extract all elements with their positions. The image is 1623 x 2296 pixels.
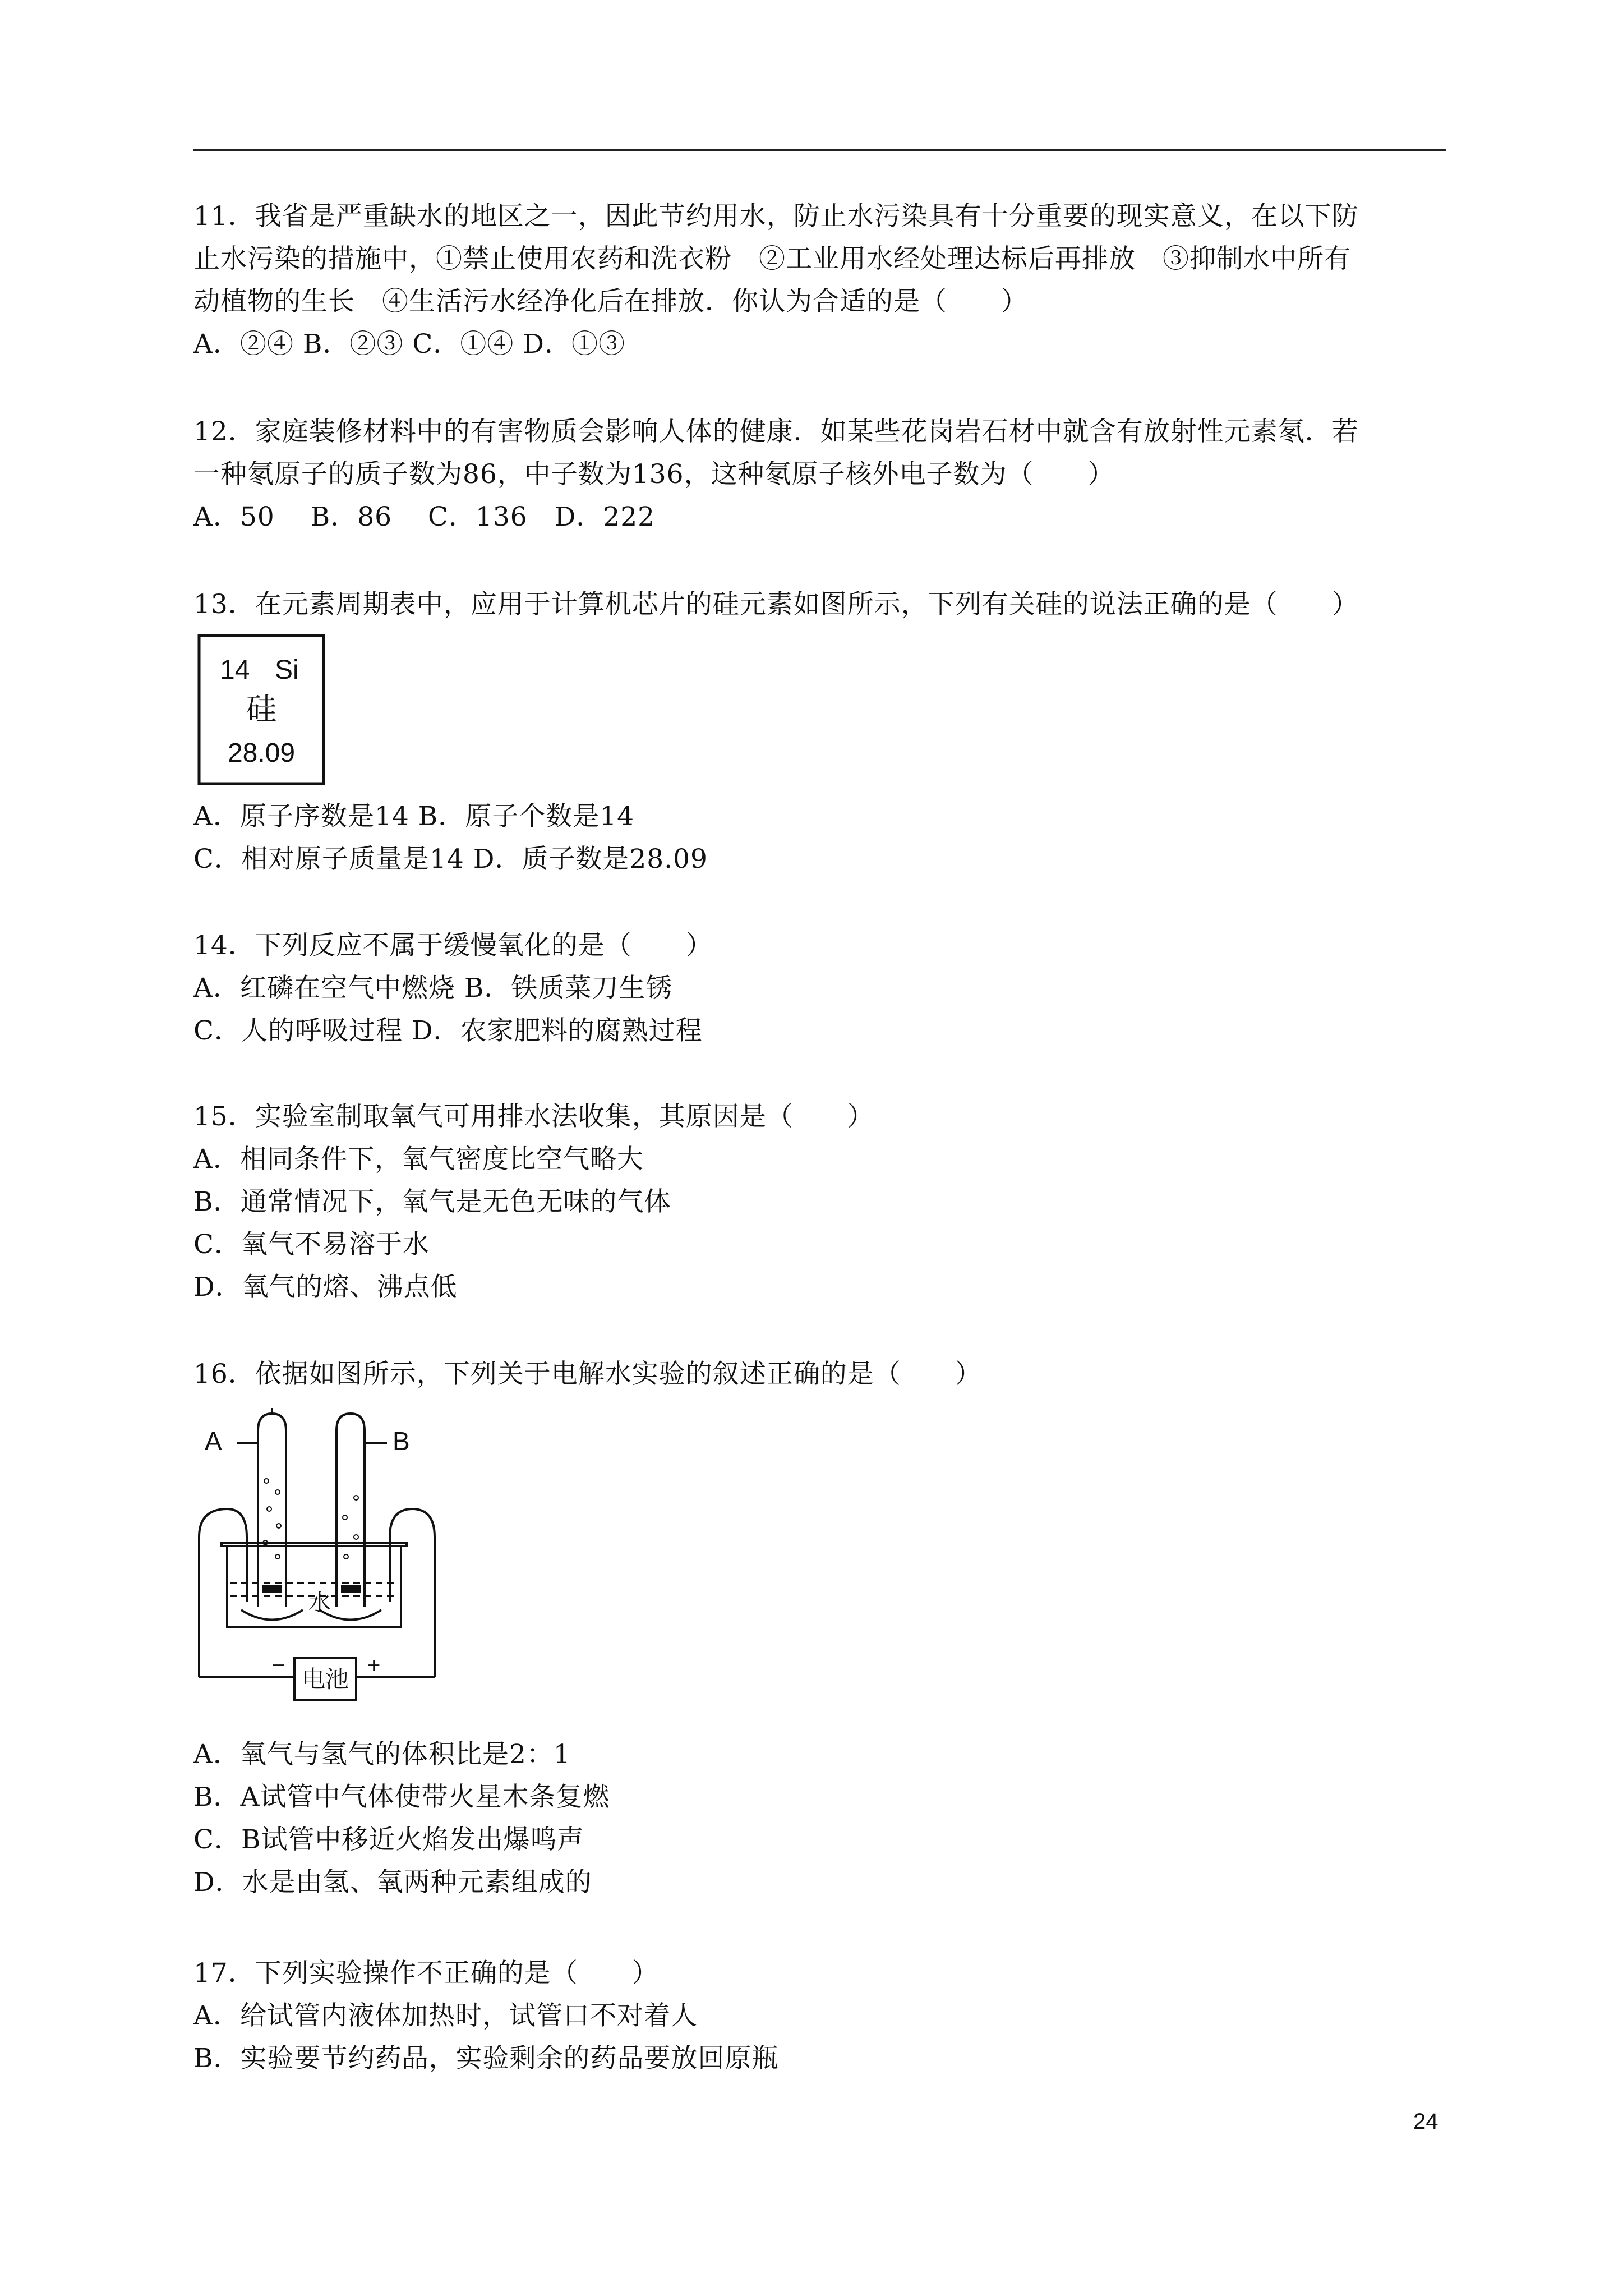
- answer-options: C．B试管中移近火焰发出爆鸣声: [193, 1824, 584, 1855]
- answer-options: A．氧气与氢气的体积比是2：1: [193, 1739, 571, 1770]
- element-card-figure: [197, 634, 325, 785]
- question-11: [193, 195, 1450, 366]
- question-17: [193, 1952, 1450, 2080]
- question-16: [193, 1353, 1450, 1396]
- battery-minus: −: [272, 1653, 285, 1678]
- answer-options: D．氧气的熔、沸点低: [193, 1272, 458, 1303]
- question-stem: 16．依据如图所示，下列关于电解水实验的叙述正确的是（ ）: [193, 1359, 982, 1389]
- answer-options: A．②④ B．②③ C．①④ D．①③: [193, 329, 625, 360]
- question-13: [193, 583, 1450, 626]
- tube-b-label: B: [393, 1427, 410, 1456]
- answer-options: B．A试管中气体使带火星木条复燃: [193, 1782, 610, 1812]
- electrolysis-diagram: [193, 1408, 446, 1722]
- question-12: [193, 411, 1450, 539]
- answer-options: C．人的呼吸过程 D．农家肥料的腐熟过程: [193, 1015, 703, 1046]
- answer-options: B．通常情况下，氧气是无色无味的气体: [193, 1186, 671, 1217]
- question-stem: 17．下列实验操作不正确的是（ ）: [193, 1958, 659, 1989]
- tube-a-label: A: [205, 1427, 222, 1456]
- answer-options: C．相对原子质量是14 D．质子数是28.09: [193, 844, 708, 875]
- element-mass: 28.09: [227, 738, 296, 768]
- battery-plus: +: [367, 1653, 381, 1678]
- question-stem: 11．我省是严重缺水的地区之一，因此节约用水，防止水污染具有十分重要的现实意义，在以下防: [193, 201, 1359, 232]
- question-stem: 动植物的生长 ④生活污水经净化后在排放．你认为合适的是（ ）: [193, 286, 1028, 317]
- answer-options: A．50 B．86 C．136 D．222: [193, 501, 656, 532]
- element-number: 14: [220, 655, 250, 685]
- question-stem: 止水污染的措施中，①禁止使用农药和洗衣粉 ②工业用水经处理达标后再排放 ③抑制水中所有: [193, 243, 1351, 274]
- question-stem: 一种氡原子的质子数为86，中子数为136，这种氡原子核外电子数为（ ）: [193, 459, 1115, 490]
- question-stem: 13．在元素周期表中，应用于计算机芯片的硅元素如图所示，下列有关硅的说法正确的是（ ）: [193, 589, 1359, 620]
- answer-options: A．原子序数是14 B．原子个数是14: [193, 801, 635, 832]
- element-symbol: Si: [275, 655, 299, 685]
- answer-options: B．实验要节约药品，实验剩余的药品要放回原瓶: [193, 2043, 779, 2074]
- answer-options: A．相同条件下，氧气密度比空气略大: [193, 1144, 644, 1175]
- element-name: 硅: [246, 692, 276, 726]
- page-number: 24: [1413, 2109, 1438, 2134]
- question-stem: 12．家庭装修材料中的有害物质会影响人体的健康．如某些花岗岩石材中就含有放射性元素氡．若: [193, 416, 1359, 447]
- water-label: 水: [308, 1590, 331, 1615]
- question-15: [193, 1096, 1450, 1309]
- question-13-options: [193, 795, 1450, 881]
- question-stem: 15．实验室制取氧气可用排水法收集，其原因是（ ）: [193, 1101, 874, 1132]
- answer-options: A．红磷在空气中燃烧 B．铁质菜刀生锈: [193, 973, 673, 1004]
- battery-label: 电池: [301, 1666, 349, 1692]
- question-14: [193, 924, 1450, 1052]
- answer-options: C．氧气不易溶于水: [193, 1229, 430, 1260]
- question-stem: 14．下列反应不属于缓慢氧化的是（ ）: [193, 930, 713, 961]
- answer-options: D．水是由氢、氧两种元素组成的: [193, 1867, 592, 1898]
- header-rule: [193, 149, 1446, 151]
- question-16-options: [193, 1733, 1450, 1904]
- answer-options: A．给试管内液体加热时，试管口不对着人: [193, 2000, 698, 2031]
